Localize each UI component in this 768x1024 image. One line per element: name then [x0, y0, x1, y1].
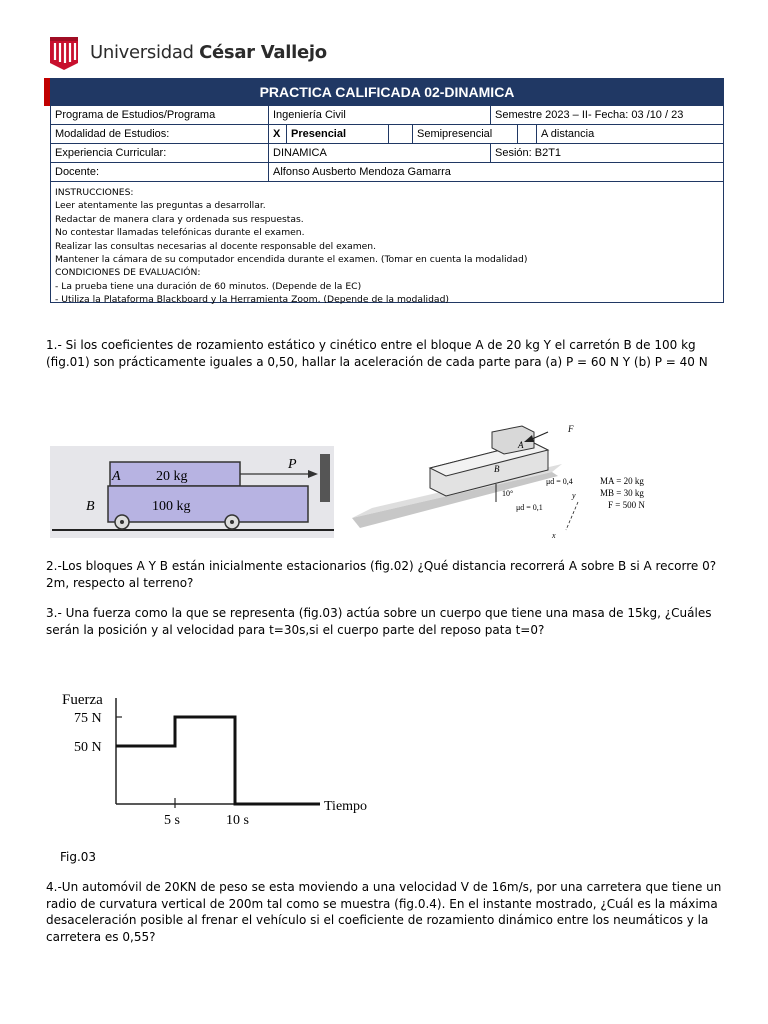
semipresencial-option: Semipresencial	[413, 125, 518, 143]
modalidad-label: Modalidad de Estudios:	[51, 125, 269, 143]
fig02-mu-top: μd = 0,4	[546, 477, 573, 486]
fig02-mu-bottom: μd = 0,1	[516, 503, 543, 512]
instruction-line: CONDICIONES DE EVALUACIÓN:	[55, 267, 201, 279]
programa-value: Ingeniería Civil	[269, 106, 491, 124]
programa-row	[51, 106, 723, 125]
fig01-cart-b	[108, 486, 308, 522]
semipresencial-checkbox	[389, 125, 413, 143]
fig02-force-label: F	[568, 424, 574, 434]
fig02-label-b: B	[494, 464, 500, 474]
fig01-force-label: P	[288, 457, 297, 472]
fig03-y-title: Fuerza	[62, 692, 103, 708]
fig01-mass-b: 100 kg	[152, 499, 191, 514]
distancia-option: A distancia	[541, 128, 595, 140]
presencial-checkmark: X	[269, 125, 287, 143]
fig02-label-a: A	[518, 440, 524, 450]
instruction-line: Leer atentamente las preguntas a desarrollar.	[55, 200, 266, 212]
fig03-x-title: Tiempo	[324, 799, 368, 814]
experiencia-label: Experiencia Curricular:	[51, 144, 269, 162]
fig03-tick-75: 75 N	[74, 711, 102, 726]
instruction-line: - Utiliza la Plataforma Blackboard y la Herramienta Zoom. (Depende de la modalidad)	[55, 294, 449, 306]
docente-row	[51, 163, 723, 182]
sesion-value: Sesión: B2T1	[495, 147, 562, 159]
modalidad-row	[51, 125, 723, 144]
instruction-line: INSTRUCCIONES:	[55, 187, 134, 198]
question-3: 3.- Una fuerza como la que se representa (fig.03) actúa sobre un cuerpo que tiene una masa de 15kg, ¿Cuáles serán la posición y al velocidad para t=30s,si el cuerpo parte del reposo pata t=0?	[46, 606, 712, 637]
docente-label: Docente:	[51, 163, 269, 181]
fig02-axis-x: x	[552, 531, 556, 540]
semestre-fecha: Semestre 2023 – II- Fecha: 03 /10 / 23	[495, 109, 684, 121]
instruction-line: Redactar de manera clara y ordenada sus respuestas.	[55, 213, 304, 225]
fig03-tick-50: 50 N	[74, 740, 102, 755]
instruction-line: - La prueba tiene una duración de 60 minutos. (Depende de la EC)	[55, 280, 362, 292]
exam-header-form	[44, 78, 724, 306]
question-1: 1.- Si los coeficientes de rozamiento estático y cinético entre el bloque A de 20 kg Y el carretón B de 100 kg (fig.01) son prácticamente iguales a 0,50, hallar la aceleración de cada parte para (a) P = 60 N Y (b) P = 40 N	[46, 338, 708, 369]
instruction-line: No contestar llamadas telefónicas durante el examen.	[55, 227, 305, 239]
university-name: Universidad César Vallejo	[90, 41, 327, 63]
fig02-diagram	[352, 418, 664, 544]
instructions-block	[51, 182, 723, 306]
fig03-tick-5s: 5 s	[164, 813, 180, 828]
instruction-line: Realizar las consultas necesarias al docente responsable del examen.	[55, 240, 377, 252]
fig02-force-value: F = 500 N	[608, 500, 645, 510]
ucv-shield-icon	[48, 33, 80, 71]
docente-value: Alfonso Ausberto Mendoza Gamarra	[273, 166, 451, 178]
experiencia-value: DINAMICA	[269, 144, 491, 162]
fig02-angle: 10°	[502, 489, 514, 498]
instruction-line: Mantener la cámara de su computador encendida durante el examen. (Tomar en cuenta la modalidad)	[55, 254, 528, 266]
fig03-force-time-graph	[58, 684, 378, 830]
fig03-caption: Fig.03	[60, 850, 97, 864]
fig02-mb: MB = 30 kg	[600, 488, 644, 498]
fig01-mass-a: 20 kg	[156, 469, 188, 484]
question-4: 4.-Un automóvil de 20KN de peso se esta moviendo a una velocidad V de 16m/s, por una carretera que tiene un radio de curvatura vertical de 200m tal como se muestra (fig.0.4). En el instante mostrado, ¿Cuál es la máxima desaceleración posible al frenar el vehículo si el coeficiente de rozamiento dinámico entre los neumáticos y la carretera es 0,55?	[46, 880, 722, 944]
fig02-ma: MA = 20 kg	[600, 476, 644, 486]
question-2: 2.-Los bloques A Y B están inicialmente estacionarios (fig.02) ¿Qué distancia recorrerá A sobre B si A recorre 0?2m, respecto al terreno?	[46, 559, 717, 590]
fig02-axis-y: y	[572, 491, 576, 500]
experiencia-row	[51, 144, 723, 163]
fig01-label-b: B	[86, 499, 95, 514]
programa-label: Programa de Estudios/Programa	[51, 106, 269, 124]
distancia-checkbox	[518, 125, 537, 143]
university-logo	[48, 32, 327, 72]
fig03-force-curve	[116, 717, 320, 804]
presencial-option: Presencial	[287, 125, 389, 143]
exam-title: PRACTICA CALIFICADA 02-DINAMICA	[44, 78, 724, 106]
fig01-label-a: A	[112, 469, 121, 484]
fig03-tick-10s: 10 s	[226, 813, 249, 828]
fig01-diagram	[46, 446, 336, 538]
